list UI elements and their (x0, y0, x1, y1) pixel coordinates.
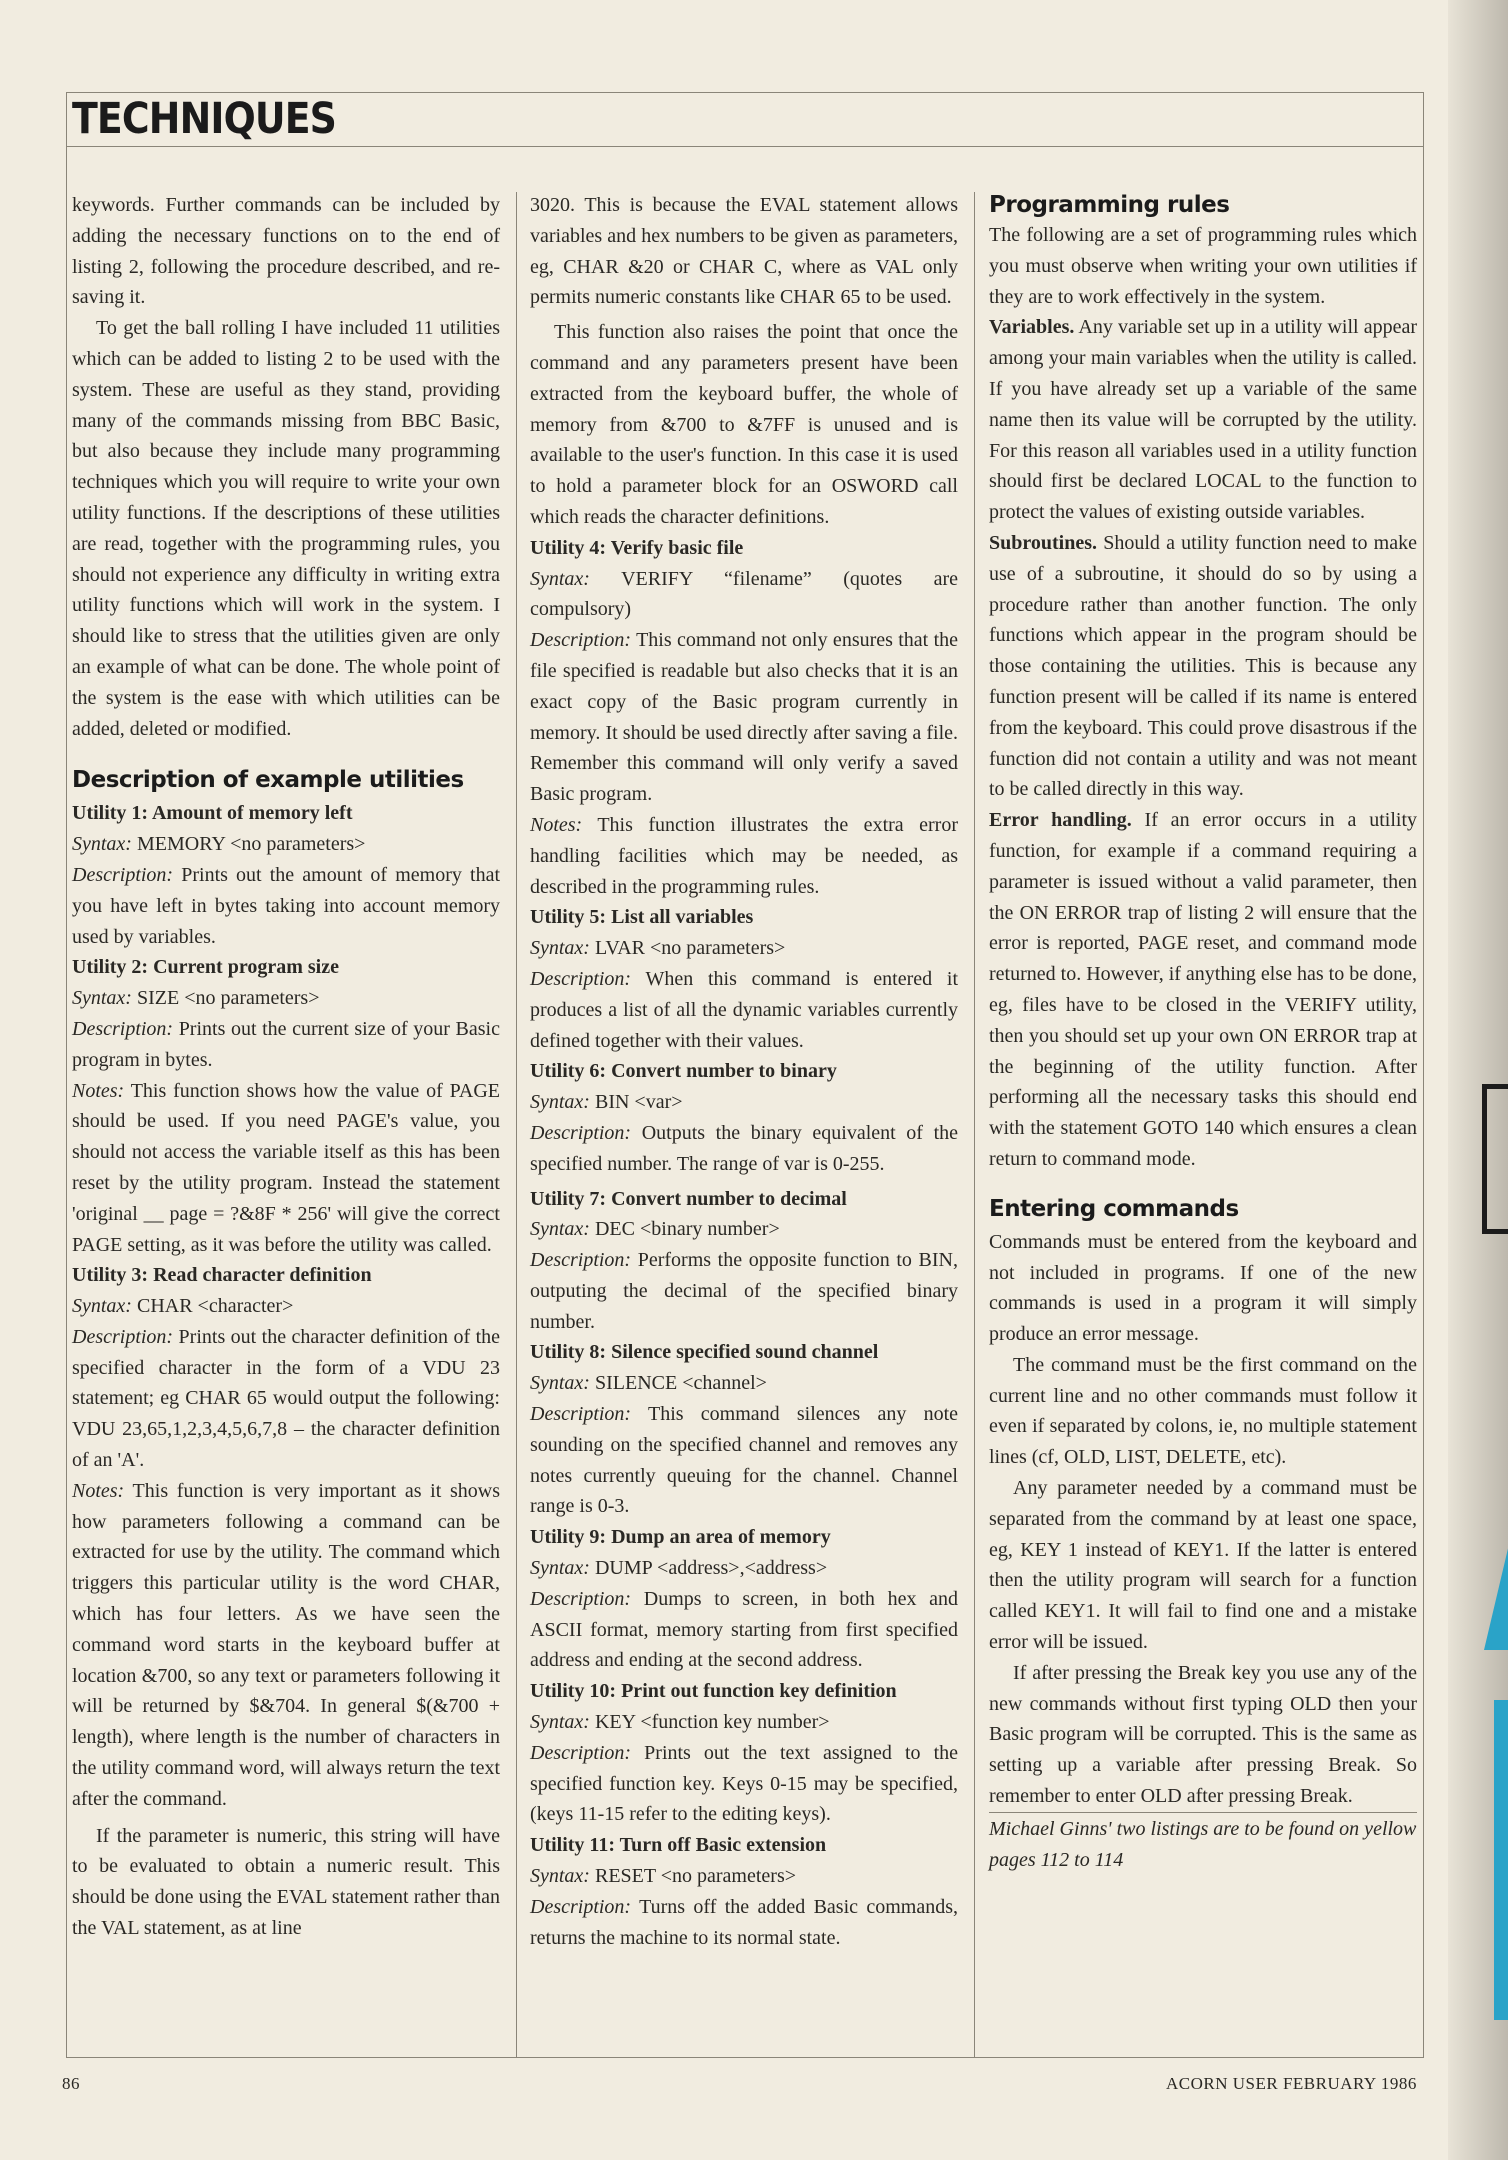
description-line (72, 1014, 500, 1076)
description-line (530, 625, 958, 810)
notes-label: Notes: (530, 813, 583, 836)
description-text: When this command is entered it produces a list of all the dynamic variables currently defined together with their values. (530, 967, 959, 1052)
description-line (72, 860, 500, 952)
notes-line (530, 810, 958, 902)
utility-title: Utility 11: Turn off Basic extension (530, 1834, 827, 1857)
syntax-label: Syntax: (72, 1295, 132, 1318)
syntax-text: DEC <binary number> (594, 1218, 780, 1241)
syntax-label: Syntax: (530, 1218, 590, 1241)
utility-title: Utility 1: Amount of memory left (72, 802, 353, 825)
paragraph: To get the ball rolling I have included 11 utilities which can be added to listing 2 to be used with the system. These are useful as they stand, providing many of the commands missing from BBC Basic, but also because they include many programming techniques which you will require to write your own utility functions. If the descriptions of these utilities are read, together with the programming rules, you should not experience any difficulty in writing extra utility functions which will work in the system. I should like to stress that the utilities given are only an example of what can be done. The whole point of the system is the ease with which utilities can be added, deleted or modified. (72, 317, 500, 740)
utility-title: Utility 6: Convert number to binary (530, 1060, 837, 1083)
syntax-text: DUMP <address>,<address> (594, 1557, 828, 1580)
syntax-line (72, 1291, 500, 1322)
utility-title: Utility 7: Convert number to decimal (530, 1187, 847, 1210)
syntax-label: Syntax: (72, 987, 132, 1010)
syntax-line (530, 1214, 958, 1245)
syntax-text: KEY <function key number> (594, 1711, 830, 1734)
syntax-line (530, 933, 958, 964)
edge-triangle-mark (1484, 1540, 1508, 1650)
syntax-text: RESET <no parameters> (594, 1865, 797, 1888)
syntax-label: Syntax: (530, 937, 590, 960)
syntax-line (530, 1368, 958, 1399)
description-line (530, 1892, 958, 1954)
section-heading: Description of example utilities (72, 767, 464, 794)
section-heading: Programming rules (989, 192, 1230, 218)
description-line (530, 1584, 958, 1676)
description-label: Description: (530, 1249, 632, 1272)
syntax-line (530, 1861, 958, 1892)
description-label: Description: (530, 967, 632, 990)
utility-title: Utility 2: Current program size (72, 956, 339, 979)
masthead-rule (66, 146, 1424, 147)
description-text: Performs the opposite function to BIN, outputing the decimal of the specified binary number. (530, 1249, 958, 1333)
rule-lead: Error handling. (989, 809, 1132, 832)
syntax-line (530, 1707, 958, 1738)
syntax-label: Syntax: (530, 1372, 590, 1395)
listing-credit: Michael Ginns' two listings are to be found on yellow pages 112 to 114 (989, 1812, 1417, 1876)
syntax-text: SILENCE <channel> (594, 1372, 767, 1395)
paragraph: The following are a set of programming rules which you must observe when writing your own utilities if they are to work effectively in the system. (989, 224, 1417, 308)
syntax-label: Syntax: (530, 1711, 590, 1734)
syntax-line (72, 983, 500, 1014)
rule-paragraph (989, 312, 1417, 528)
utility-title: Utility 10: Print out function key definition (530, 1680, 897, 1703)
syntax-text: MEMORY <no parameters> (136, 833, 366, 856)
rule-text: Should a utility function need to make use of a subroutine, it should do so by using a procedure rather than another function. The only functions which appear in the program should be those containing the utilities. This is because any function present will be called if its name is entered from the keyboard. This could prove disastrous if the function did not contain a utility and was not meant to be called directly in this way. (989, 531, 1417, 801)
description-label: Description: (530, 629, 632, 652)
description-label: Description: (530, 1121, 632, 1144)
syntax-text: BIN <var> (594, 1091, 683, 1114)
syntax-label: Syntax: (530, 567, 590, 590)
paragraph: keywords. Further commands can be included by adding the necessary functions on to the end of listing 2, following the procedure described, and re-saving it. (72, 194, 500, 309)
section-masthead: TECHNIQUES (72, 94, 337, 144)
description-text: Prints out the text assigned to the specified function key. Keys 0-15 may be specified, (keys 11-15 refer to the editing keys). (530, 1741, 959, 1826)
description-line (72, 1322, 500, 1476)
column-3 (989, 190, 1417, 1875)
description-text: This command silences any note sounding on the specified channel and removes any notes currently queuing for the channel. Channel range is 0-3. (530, 1403, 959, 1518)
section-heading: Entering commands (989, 1195, 1239, 1222)
syntax-text: VERIFY “filename” (quotes are compulsory) (530, 567, 958, 621)
issue-footer: ACORN USER FEBRUARY 1986 (1166, 2074, 1417, 2093)
description-text: Prints out the amount of memory that you have left in bytes taking into account memory used by variables. (72, 863, 500, 948)
column-2 (530, 190, 958, 1953)
syntax-label: Syntax: (530, 1557, 590, 1580)
notes-line (72, 1476, 500, 1815)
rule-text: If an error occurs in a utility function, for example if a command requiring a parameter is issued without a valid parameter, then the ON ERROR trap of listing 2 will ensure that the error is reported, PAGE reset, and command mode returned to. However, if anything else has to be done, eg, files have to be closed in the VERIFY utility, then you should set up your own ON ERROR trap at the beginning of the utility function. After performing all the necessary tasks this should end with the statement GOTO 140 which ensures a clean return to command mode. (989, 809, 1418, 1170)
description-text: This command not only ensures that the file specified is readable but also checks that it is an exact copy of the Basic program currently in memory. It should be used directly after saving a file. Remember this command will only verify a saved Basic program. (530, 629, 959, 806)
syntax-label: Syntax: (530, 1865, 590, 1888)
notes-label: Notes: (72, 1079, 125, 1102)
notes-label: Notes: (72, 1479, 125, 1502)
notes-text: This function is very important as it shows how parameters following a command can be extracted for use by the utility. The command which triggers this particular utility is the word CHAR, which has four letters. As we have seen the command word starts in the keyboard buffer at location &700, so any text or parameters following it will be returned by $&704. In general $(&700 + length), where length is the number of characters in the utility command word, will always return the text after the command. (72, 1479, 500, 1810)
description-line (530, 964, 958, 1056)
syntax-text: SIZE <no parameters> (136, 987, 320, 1010)
column-rule-1 (516, 192, 517, 2058)
column-1 (72, 190, 500, 1944)
description-label: Description: (530, 1587, 632, 1610)
description-label: Description: (530, 1403, 632, 1426)
rule-paragraph (989, 805, 1417, 1175)
description-line (530, 1245, 958, 1337)
description-label: Description: (72, 1017, 174, 1040)
syntax-label: Syntax: (72, 833, 132, 856)
rule-lead: Subroutines. (989, 531, 1098, 554)
description-label: Description: (530, 1895, 632, 1918)
description-line (530, 1399, 958, 1522)
syntax-text: CHAR <character> (136, 1295, 294, 1318)
column-rule-2 (974, 192, 975, 2058)
utility-title: Utility 9: Dump an area of memory (530, 1526, 831, 1549)
description-label: Description: (530, 1741, 632, 1764)
description-text: Prints out the current size of your Basic program in bytes. (72, 1017, 500, 1071)
description-text: Outputs the binary equivalent of the specified number. The range of var is 0-255. (530, 1121, 958, 1175)
description-text: Turns off the added Basic commands, returns the machine to its normal state. (530, 1895, 959, 1949)
utility-title: Utility 8: Silence specified sound channel (530, 1341, 879, 1364)
paragraph: This function also raises the point that once the command and any parameters present have been extracted from the keyboard buffer, the whole of memory from &700 to &7FF is unused and is available to the user's function. In this case it is used to hold a parameter block for an OSWORD call which reads the character definitions. (530, 321, 958, 528)
utility-title: Utility 5: List all variables (530, 906, 754, 929)
syntax-label: Syntax: (530, 1091, 590, 1114)
description-label: Description: (72, 1325, 174, 1348)
rule-lead: Variables. (989, 316, 1075, 339)
edge-box-mark (1482, 1084, 1508, 1234)
syntax-text: LVAR <no parameters> (594, 937, 786, 960)
paragraph: If after pressing the Break key you use any of the new commands without first typing OLD then your Basic program will be corrupted. This is the same as setting up a variable after pressing Break. So remember to enter OLD after pressing Break. (989, 1661, 1417, 1808)
syntax-line (72, 829, 500, 860)
syntax-line (530, 1087, 958, 1118)
rule-paragraph (989, 528, 1417, 805)
notes-text: This function shows how the value of PAGE should be used. If you need PAGE's value, you should not access the variable itself as this has been reset by the utility program. Instead the statement 'original __ page = ?&8F * 256' will give the correct PAGE setting, as it was before the utility was called. (72, 1079, 500, 1256)
syntax-line (530, 1553, 958, 1584)
description-line (530, 1738, 958, 1830)
description-text: Dumps to screen, in both hex and ASCII format, memory starting from first specified address and ending at the second address. (530, 1587, 959, 1672)
paragraph: Any parameter needed by a command must be separated from the command by at least one space, eg, KEY 1 instead of KEY1. If the latter is entered then the utility program will search for a function called KEY1. It will fail to find one and a mistake error will be issued. (989, 1477, 1417, 1654)
syntax-line (530, 564, 958, 626)
paragraph: Commands must be entered from the keyboard and not included in programs. If one of the new commands is used in a program it will simply produce an error message. (989, 1230, 1417, 1346)
utility-title: Utility 3: Read character definition (72, 1264, 372, 1287)
page-number: 86 (62, 2074, 80, 2093)
edge-bar-mark (1494, 1700, 1508, 2020)
utility-title: Utility 4: Verify basic file (530, 536, 744, 559)
description-line (530, 1118, 958, 1180)
notes-line (72, 1076, 500, 1261)
paragraph: The command must be the first command on the current line and no other commands must follow it even if separated by colons, ie, no multiple statement lines (cf, OLD, LIST, DELETE, etc). (989, 1353, 1417, 1469)
rule-text: Any variable set up in a utility will appear among your main variables when the utility is called. If you have already set up a variable of the same name then its value will be corrupted by the utility. For this reason all variables used in a utility function should first be declared LOCAL to the function to protect the values of existing outside variables. (989, 316, 1417, 524)
description-label: Description: (72, 863, 174, 886)
description-text: Prints out the character definition of the specified character in the form of a VDU 23 statement; eg CHAR 65 would output the following: VDU 23,65,1,2,3,4,5,6,7,8 – the character definition of an 'A'. (72, 1325, 501, 1472)
paragraph: If the parameter is numeric, this string will have to be evaluated to obtain a numeric result. This should be done using the EVAL statement rather than the VAL statement, as at line (72, 1824, 500, 1940)
notes-text: This function illustrates the extra error handling facilities which may be needed, as described in the programming rules. (530, 813, 958, 898)
paragraph: 3020. This is because the EVAL statement allows variables and hex numbers to be given as parameters, eg, CHAR &20 or CHAR C, where as VAL only permits numeric constants like CHAR 65 to be used. (530, 194, 958, 309)
